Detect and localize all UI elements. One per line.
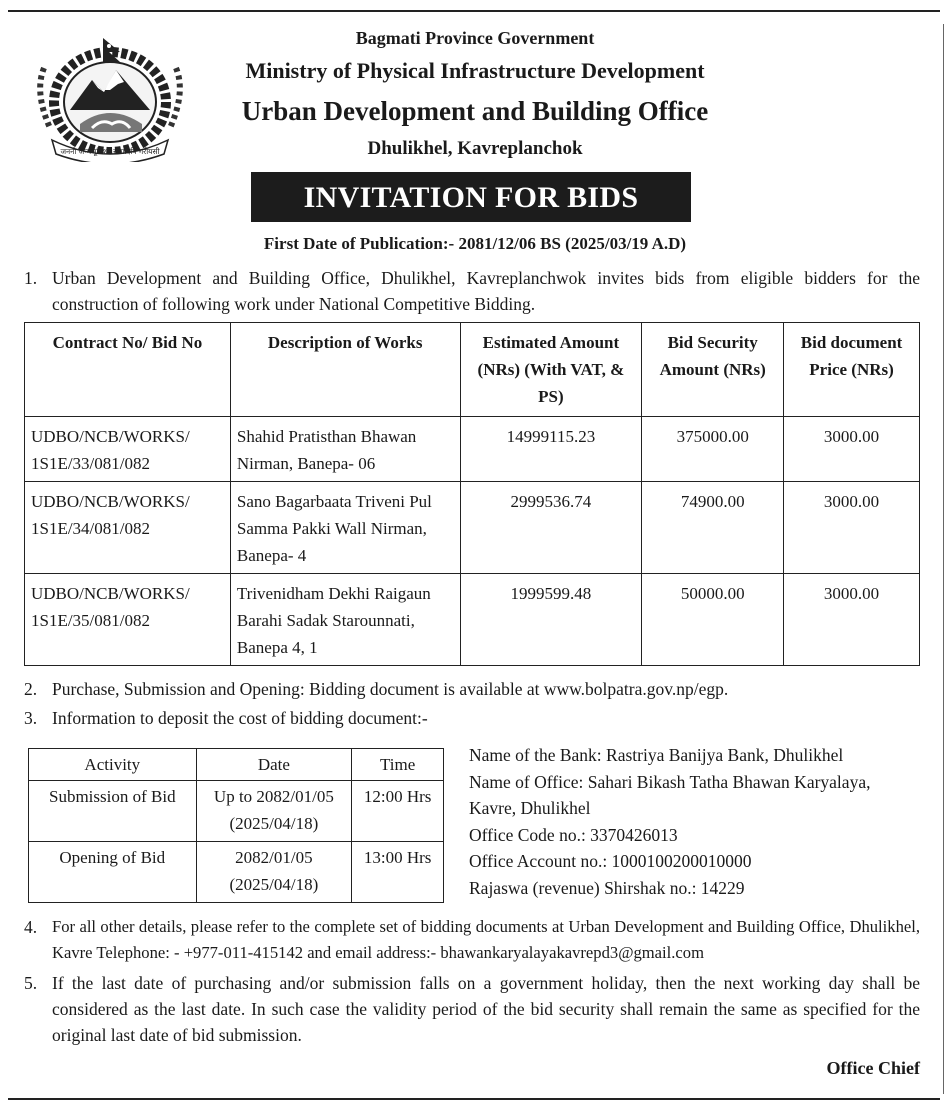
table-row <box>25 482 920 574</box>
contract-no: UDBO/NCB/WORKS/ 1S1E/35/081/082 <box>25 574 231 666</box>
column-header: Activity <box>29 749 197 781</box>
top-rule <box>8 10 940 12</box>
point-4 <box>24 914 920 966</box>
signature: Office Chief <box>826 1058 920 1078</box>
column-header: Estimated Amount (NRs) (With VAT, & PS) <box>460 323 642 417</box>
point-number: 2. <box>24 679 38 699</box>
bank-details <box>469 742 929 901</box>
activity-time: 13:00 Hrs <box>352 842 444 903</box>
estimated-amount: 2999536.74 <box>460 482 642 574</box>
table-row <box>29 781 444 842</box>
table-row <box>25 417 920 482</box>
activity-time: 12:00 Hrs <box>352 781 444 842</box>
point-2 <box>24 676 920 702</box>
publication-date: First Date of Publication:- 2081/12/06 BS (2025/03/19 A.D) <box>263 234 687 253</box>
schedule-table <box>28 748 444 903</box>
point-number: 4. <box>24 917 38 937</box>
contract-no: UDBO/NCB/WORKS/ 1S1E/34/081/082 <box>25 482 231 574</box>
table-row <box>29 842 444 903</box>
work-description: Trivenidham Dekhi Raigaun Barahi Sadak Starounnati, Banepa 4, 1 <box>230 574 460 666</box>
table-row <box>25 574 920 666</box>
estimated-amount: 1999599.48 <box>460 574 642 666</box>
activity-date: 2082/01/05 (2025/04/18) <box>196 842 352 903</box>
point-text: Information to deposit the cost of bidding document:- <box>52 708 428 728</box>
office-account-no: Office Account no.: 1000100200010000 <box>469 851 752 871</box>
column-header: Time <box>352 749 444 781</box>
notice-title-banner: INVITATION FOR BIDS <box>251 172 691 222</box>
activity-date: Up to 2082/01/05 (2025/04/18) <box>196 781 352 842</box>
point-number: 1. <box>24 268 38 288</box>
bid-document-price: 3000.00 <box>784 417 920 482</box>
office-name-line: Name of Office: Sahari Bikash Tatha Bhawan Karyalaya, <box>469 771 871 792</box>
office-name: Urban Development and Building Office <box>241 96 709 126</box>
works-table <box>24 322 920 666</box>
office-name-line-2: Kavre, Dhulikhel <box>469 798 591 818</box>
province-name: Bagmati Province Government <box>355 28 595 48</box>
table-header-row <box>29 749 444 781</box>
point-3 <box>24 705 920 731</box>
estimated-amount: 14999115.23 <box>460 417 642 482</box>
bid-security-amount: 50000.00 <box>642 574 784 666</box>
point-text: Purchase, Submission and Opening: Bidding document is available at www.bolpatra.gov.np/egp. <box>52 679 729 699</box>
activity: Submission of Bid <box>29 781 197 842</box>
bid-document-price: 3000.00 <box>784 574 920 666</box>
emblem-motto: जननी जन्मभूमिश्च स्वर्गादपि गरीयसी <box>60 147 160 156</box>
activity: Opening of Bid <box>29 842 197 903</box>
point-number: 3. <box>24 708 38 728</box>
column-header: Contract No/ Bid No <box>25 323 231 417</box>
ministry-name: Ministry of Physical Infrastructure Development <box>245 58 705 83</box>
bid-security-amount: 375000.00 <box>642 417 784 482</box>
right-rule <box>943 24 944 1094</box>
column-header: Bid document Price (NRs) <box>784 323 920 417</box>
point-5 <box>24 970 920 1048</box>
point-1 <box>24 265 920 317</box>
office-location: Dhulikhel, Kavreplanchok <box>367 138 583 159</box>
nepal-emblem-icon <box>30 32 188 162</box>
bid-security-amount: 74900.00 <box>642 482 784 574</box>
point-text: Urban Development and Building Office, Dhulikhel, Kavreplanchwok invites bids from eligible bidders for the construction of following work under National Competitive Bidding. <box>52 268 920 314</box>
point-number: 5. <box>24 973 38 993</box>
revenue-heading-no: Rajaswa (revenue) Shirshak no.: 14229 <box>469 877 745 898</box>
work-description: Shahid Pratisthan Bhawan Nirman, Banepa- 06 <box>230 417 460 482</box>
bottom-rule <box>8 1098 940 1100</box>
column-header: Description of Works <box>230 323 460 417</box>
bid-document-price: 3000.00 <box>784 482 920 574</box>
work-description: Sano Bagarbaata Triveni Pul Samma Pakki Wall Nirman, Banepa- 4 <box>230 482 460 574</box>
contract-no: UDBO/NCB/WORKS/ 1S1E/33/081/082 <box>25 417 231 482</box>
table-header-row <box>25 323 920 417</box>
point-text: For all other details, please refer to the complete set of bidding documents at Urban Development and Building Office, Dhulikhel, Kavre Telephone: - +977-011-415142 and email address:- bhawankaryalayakavrepd3@gmail.com <box>52 917 920 962</box>
column-header: Bid Security Amount (NRs) <box>642 323 784 417</box>
column-header: Date <box>196 749 352 781</box>
point-text: If the last date of purchasing and/or submission falls on a government holiday, then the next working day shall be considered as the last date. In such case the validity period of the bid security shall remain the same as specified for the original last date of bid submission. <box>52 973 920 1045</box>
bank-name: Name of the Bank: Rastriya Banijya Bank, Dhulikhel <box>469 745 844 765</box>
office-code: Office Code no.: 3370426013 <box>469 824 678 845</box>
